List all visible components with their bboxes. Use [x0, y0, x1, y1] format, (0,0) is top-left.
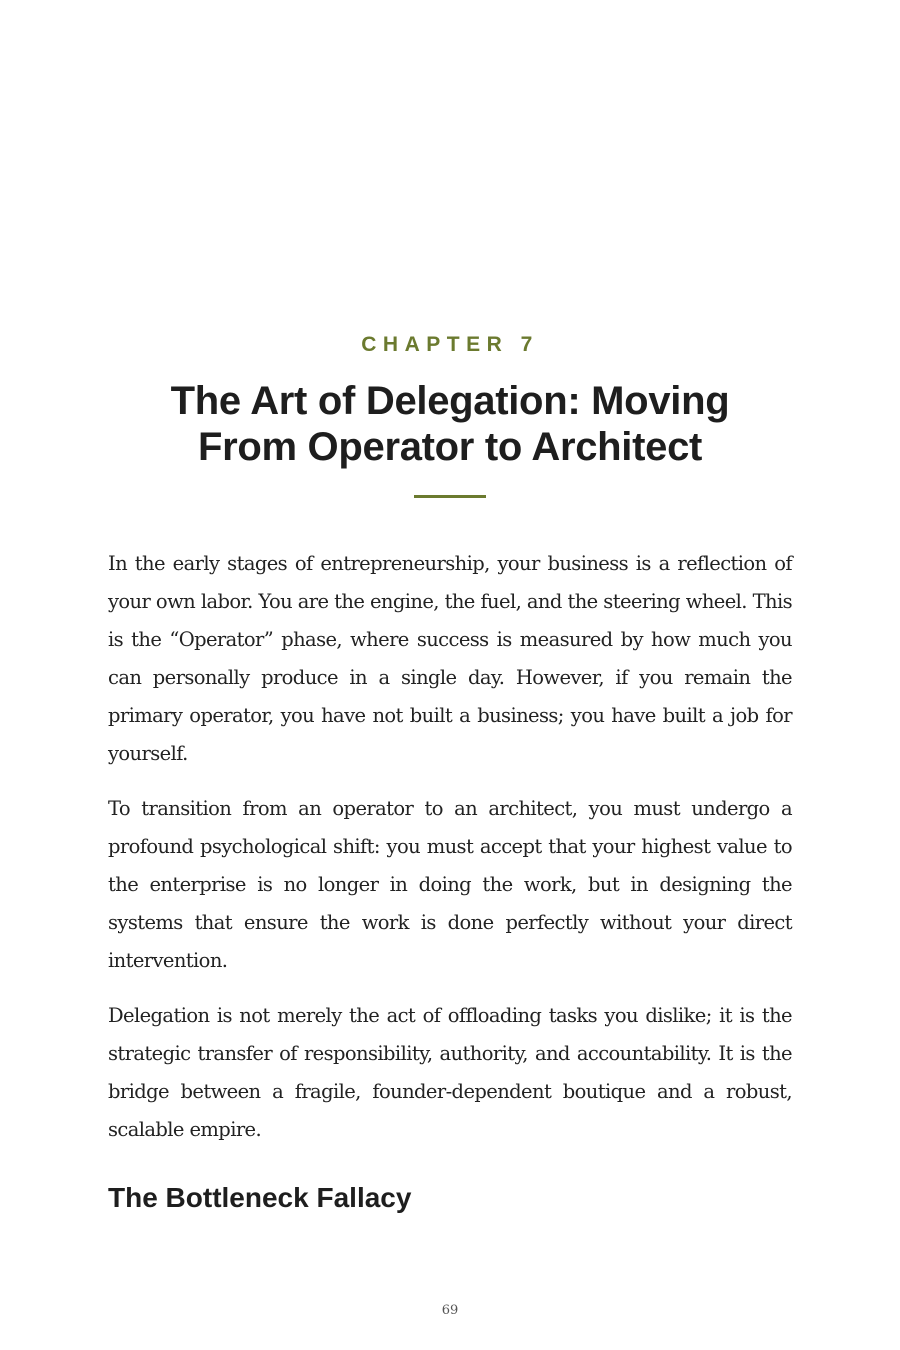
chapter-title	[100, 378, 800, 470]
body-paragraph-3: Delegation is not merely the act of offloading tasks you dislike; it is the strategic transfer of responsibility, authority, and accountability. It is the bridge between a fragile, founder-dependent boutique and a robust, scalable empire.	[108, 1004, 792, 1141]
chapter-body	[108, 545, 792, 1166]
chapter-title-line-1: The Art of Delegation: Moving	[170, 379, 730, 423]
chapter-title-line-2: From Operator to Architect	[197, 425, 703, 469]
page-number: 69	[441, 1303, 459, 1318]
chapter-label: CHAPTER 7	[361, 333, 539, 356]
section-heading: The Bottleneck Fallacy	[108, 1182, 412, 1213]
title-divider	[414, 495, 486, 498]
body-paragraph-2: To transition from an operator to an architect, you must undergo a profound psychological shift: you must accept that your highest value to the enterprise is no longer in doing the work, but in designing the systems that ensure the work is done perfectly without your direct intervention.	[108, 797, 792, 972]
body-paragraph-1: In the early stages of entrepreneurship, your business is a reflection of your own labor. You are the engine, the fuel, and the steering wheel. This is the “Operator” phase, where success is measured by how much you can personally produce in a single day. However, if you remain the primary operator, you have not built a business; you have built a job for yourself.	[108, 552, 792, 765]
